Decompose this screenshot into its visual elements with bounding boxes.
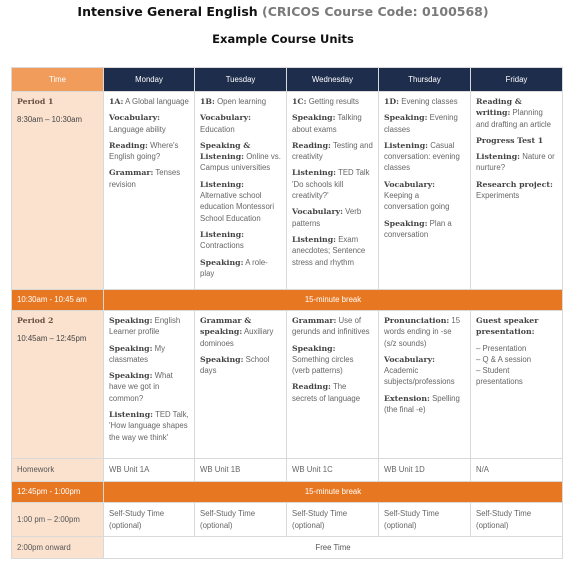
cricos-code: (CRICOS Course Code: 0100568) (262, 4, 489, 19)
entry-text: Alternative school education Montessori School Education (200, 191, 275, 223)
entry-text: Testing and creativity (292, 140, 373, 162)
entry-label: Reading: (292, 140, 331, 150)
break2-label: 15-minute break (104, 482, 563, 503)
entry-text: Auxiliary dominoes (200, 327, 274, 348)
unit-entry (292, 206, 373, 229)
period2-friday (471, 311, 563, 459)
selfstudy-row (12, 503, 563, 537)
unit-entry (384, 179, 465, 213)
entry-text: Open learning (217, 97, 267, 106)
unit-entry (384, 112, 465, 135)
period1-time: 8:30am – 10:30am (17, 115, 83, 125)
entry-label: Speaking & Listening: (200, 140, 251, 162)
list-item: – Presentation (476, 343, 527, 353)
unit-entry (476, 151, 557, 174)
entry-label: 1B: (200, 97, 215, 106)
entry-text: 15 words ending in -se (s/z sounds) (384, 316, 461, 348)
entry-text: Plan a conversation (384, 218, 452, 239)
entry-label: Progress Test 1 (476, 135, 544, 145)
entry-text: Keeping a conversation going (384, 191, 450, 212)
unit-entry (476, 179, 557, 202)
period1-time-cell (12, 92, 104, 290)
entry-text: Use of gerunds and infinitives (292, 316, 370, 337)
unit-entry (384, 354, 465, 388)
unit-entry (200, 354, 281, 377)
list-item: – Q & A session (476, 354, 532, 364)
unit-entry (109, 140, 189, 163)
entry-text: Language ability (109, 124, 166, 134)
period1-thursday (379, 92, 471, 290)
homework-monday: WB Unit 1A (104, 459, 195, 482)
homework-label: Homework (12, 459, 104, 482)
entry-label: Vocabulary: (200, 113, 251, 123)
unit-entry (109, 112, 189, 135)
entry-text: Online vs. Campus universities (200, 152, 281, 173)
entry-label: Listening: (292, 168, 337, 178)
homework-tuesday: WB Unit 1B (195, 459, 287, 482)
freetime-label: Free Time (104, 537, 563, 559)
freetime-row (12, 537, 563, 559)
course-name: Intensive General English (77, 4, 258, 19)
unit-entry (292, 112, 373, 135)
entry-label: Grammar: (109, 168, 154, 178)
entry-text: Spelling (the final -e) (384, 393, 460, 415)
entry-label: Reading: (109, 140, 148, 150)
entry-label: Listening: (200, 179, 245, 189)
entry-text: English Learner profile (109, 316, 181, 337)
break1-time: 10:30am - 10:45 am (12, 290, 104, 311)
entry-label: Speaking: (384, 218, 428, 228)
entry-label: Speaking: (109, 343, 153, 353)
unit-entry (384, 393, 465, 416)
period1-tuesday (195, 92, 287, 290)
entry-label: Grammar & speaking: (200, 316, 252, 337)
entry-text: Academic subjects/professions (384, 366, 455, 387)
break2-time: 12:45pm - 1:00pm (12, 482, 104, 503)
break2-row (12, 482, 563, 503)
entry-label: 1A: (109, 97, 124, 106)
header-row (12, 68, 563, 92)
entry-label: Speaking: (109, 316, 153, 325)
entry-text: Casual conversation: evening classes (384, 140, 460, 173)
entry-label: Speaking: (292, 113, 336, 123)
selfstudy-friday: Self-Study Time (optional) (471, 503, 563, 537)
unit-entry (109, 409, 189, 443)
entry-label: Listening: (384, 140, 429, 150)
unit-entry (109, 96, 189, 107)
unit-entry (292, 315, 373, 338)
entry-text: TED Talk, 'How language shapes the way we think' (109, 410, 189, 442)
period2-wednesday (287, 311, 379, 459)
entry-label: Vocabulary: (109, 113, 160, 123)
unit-entry (384, 315, 465, 349)
entry-text: Planning and drafting an article (476, 108, 551, 129)
entry-text: Tenses revision (109, 168, 181, 189)
entry-label: Listening: (200, 229, 245, 239)
header-friday: Friday (471, 68, 563, 92)
entry-label: Listening: (476, 152, 521, 162)
period2-row (12, 311, 563, 459)
entry-text: Experiments (476, 191, 520, 201)
entry-label: Speaking: (200, 354, 244, 364)
unit-entry (109, 315, 189, 338)
unit-entry (292, 96, 373, 107)
entry-text: TED Talk 'Do schools kill creativity?' (292, 168, 370, 201)
unit-entry (292, 381, 373, 404)
entry-text: Verb patterns (292, 207, 362, 228)
period2-tuesday (195, 311, 287, 459)
entry-label: 1C: (292, 97, 307, 106)
entry-label: Grammar: (292, 316, 337, 325)
entry-label: Vocabulary: (292, 207, 343, 217)
entry-label: Speaking: (292, 343, 336, 353)
entry-label: Vocabulary: (384, 354, 435, 364)
period2-time-cell (12, 311, 104, 459)
unit-entry (109, 343, 189, 366)
unit-entry (200, 112, 281, 135)
entry-label: Extension: (384, 393, 430, 403)
entry-text: A role-play (200, 257, 268, 278)
unit-entry (384, 218, 465, 241)
entry-text: Contractions (200, 241, 244, 251)
entry-text: The secrets of language (292, 382, 361, 403)
period2-time: 10:45am – 12:45pm (17, 334, 87, 344)
entry-text: My classmates (109, 343, 166, 364)
break1-row (12, 290, 563, 311)
period1-monday (104, 92, 195, 290)
entry-label: Reading & writing: (476, 97, 522, 118)
header-wednesday: Wednesday (287, 68, 379, 92)
document-subtitle: Example Course Units (212, 32, 354, 46)
unit-entry (476, 96, 557, 130)
entry-label: Listening: (109, 410, 154, 420)
selfstudy-monday: Self-Study Time (optional) (104, 503, 195, 537)
unit-entry (384, 140, 465, 174)
unit-entry (292, 234, 373, 268)
selfstudy-time: 1:00 pm – 2:00pm (12, 503, 104, 537)
timetable (11, 67, 563, 559)
unit-entry (200, 140, 281, 174)
period1-title: Period 1 (17, 97, 54, 106)
period1-wednesday (287, 92, 379, 290)
homework-thursday: WB Unit 1D (379, 459, 471, 482)
homework-wednesday: WB Unit 1C (287, 459, 379, 482)
selfstudy-tuesday: Self-Study Time (optional) (195, 503, 287, 537)
header-time: Time (12, 68, 104, 92)
entry-text: What have we got in common? (109, 371, 173, 403)
period1-row (12, 92, 563, 290)
entry-text: Something circles (verb patterns) (292, 354, 354, 376)
homework-friday: N/A (471, 459, 563, 482)
entry-text: A Global language (125, 97, 189, 106)
entry-label: 1D: (384, 97, 400, 106)
entry-label: Speaking: (384, 113, 428, 123)
entry-text: Exam anecdotes; Sentence stress and rhythm (292, 234, 366, 267)
freetime-time: 2:00pm onward (12, 537, 104, 559)
entry-text: Evening classes (384, 113, 458, 134)
unit-entry (200, 229, 281, 252)
period1-friday (471, 92, 563, 290)
header-thursday: Thursday (379, 68, 471, 92)
homework-row (12, 459, 563, 482)
entry-text: Evening classes (401, 97, 458, 106)
unit-entry (292, 343, 373, 377)
unit-entry (200, 257, 281, 280)
unit-entry (109, 370, 189, 404)
header-monday: Monday (104, 68, 195, 92)
entry-text: Where's English going? (109, 140, 179, 162)
unit-entry (292, 167, 373, 201)
unit-entry (109, 167, 189, 190)
period2-monday (104, 311, 195, 459)
period2-title: Period 2 (17, 316, 54, 325)
entry-text: Talking about exams (292, 113, 362, 134)
header-tuesday: Tuesday (195, 68, 287, 92)
guest-speaker-heading: Guest speaker presentation: (476, 316, 539, 337)
entry-label: Vocabulary: (384, 179, 435, 189)
break1-label: 15-minute break (104, 290, 563, 311)
unit-entry (476, 135, 557, 146)
period2-thursday (379, 311, 471, 459)
unit-entry (292, 140, 373, 163)
unit-entry (384, 96, 465, 107)
document-title (0, 4, 566, 19)
entry-label: Speaking: (109, 371, 153, 381)
unit-entry (200, 96, 281, 107)
entry-label: Speaking: (200, 257, 244, 267)
list-item: – Student presentations (476, 366, 523, 387)
entry-text: Education (200, 124, 235, 134)
entry-label: Research project: (476, 179, 553, 189)
unit-entry (200, 315, 281, 349)
entry-label: Listening: (292, 234, 337, 244)
unit-entry (200, 179, 281, 224)
guest-speaker-list (476, 343, 557, 388)
entry-text: Getting results (308, 97, 359, 106)
entry-label: Pronunciation: (384, 316, 450, 325)
selfstudy-thursday: Self-Study Time (optional) (379, 503, 471, 537)
entry-text: Nature or nurture? (476, 152, 555, 173)
selfstudy-wednesday: Self-Study Time (optional) (287, 503, 379, 537)
entry-label: Reading: (292, 382, 331, 392)
entry-text: School days (200, 354, 270, 376)
